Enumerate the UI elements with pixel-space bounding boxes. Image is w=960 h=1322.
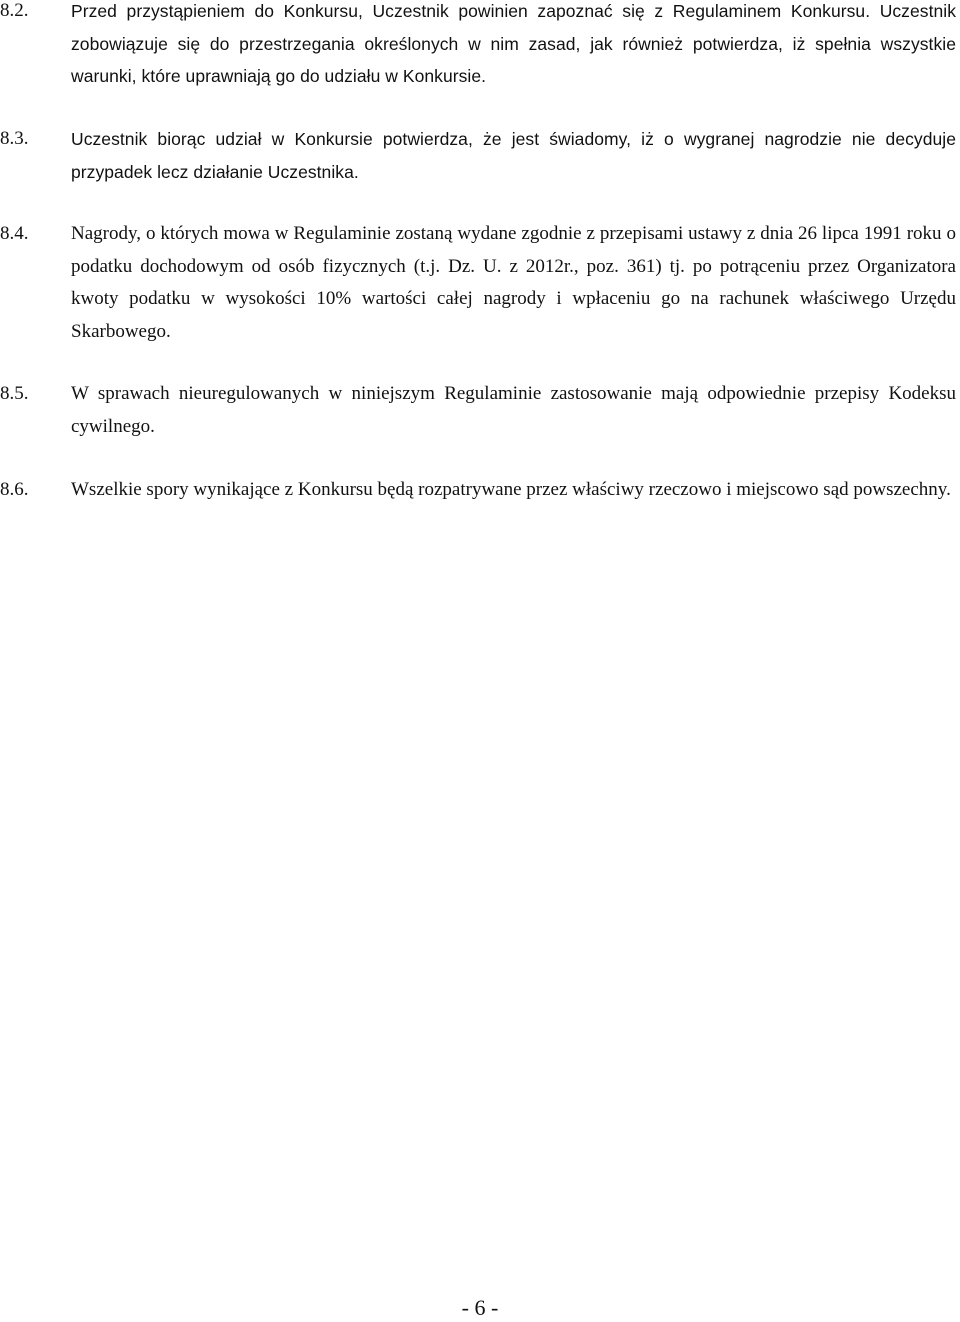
section-text: Przed przystąpieniem do Konkursu, Uczestnik powinien zapoznać się z Regulaminem Konkursu. Uczestnik zobowiązuje się do przestrzegania określonych w nim zasad, jak również potwierdza, iż spełnia wszystkie warunki, które uprawniają go do udziału w Konkursie. bbox=[71, 1, 956, 86]
section-8-2 bbox=[0, 0, 960, 93]
section-8-6 bbox=[0, 474, 960, 507]
section-text: Nagrody, o których mowa w Regulaminie zostaną wydane zgodnie z przepisami ustawy z dnia 26 lipca 1991 roku o podatku dochodowym od osób fizycznych (t.j. Dz. U. z 2012r., poz. 361) tj. po potrąceniu przez Organizatora kwoty podatku w wysokości 10% wartości całej nagrody i wpłaceniu go na rachunek właściwego Urzędu Skarbowego. bbox=[71, 223, 956, 342]
section-8-5 bbox=[0, 378, 960, 443]
section-number: 8.3. bbox=[0, 128, 29, 149]
section-number: 8.4. bbox=[0, 223, 29, 244]
section-8-4 bbox=[0, 218, 960, 348]
section-text: Uczestnik biorąc udział w Konkursie potwierdza, że jest świadomy, iż o wygranej nagrodzie nie decyduje przypadek lecz działanie Uczestnika. bbox=[71, 129, 956, 182]
section-8-3 bbox=[0, 123, 960, 188]
section-text: W sprawach nieuregulowanych w niniejszym Regulaminie zastosowanie mają odpowiednie przepisy Kodeksu cywilnego. bbox=[71, 383, 956, 437]
section-number: 8.5. bbox=[0, 383, 29, 404]
section-number: 8.2. bbox=[0, 0, 29, 21]
section-text: Wszelkie spory wynikające z Konkursu będą rozpatrywane przez właściwy rzeczowo i miejscowo sąd powszechny. bbox=[71, 479, 951, 500]
section-number: 8.6. bbox=[0, 479, 29, 500]
page-number: - 6 - bbox=[461, 1295, 499, 1320]
